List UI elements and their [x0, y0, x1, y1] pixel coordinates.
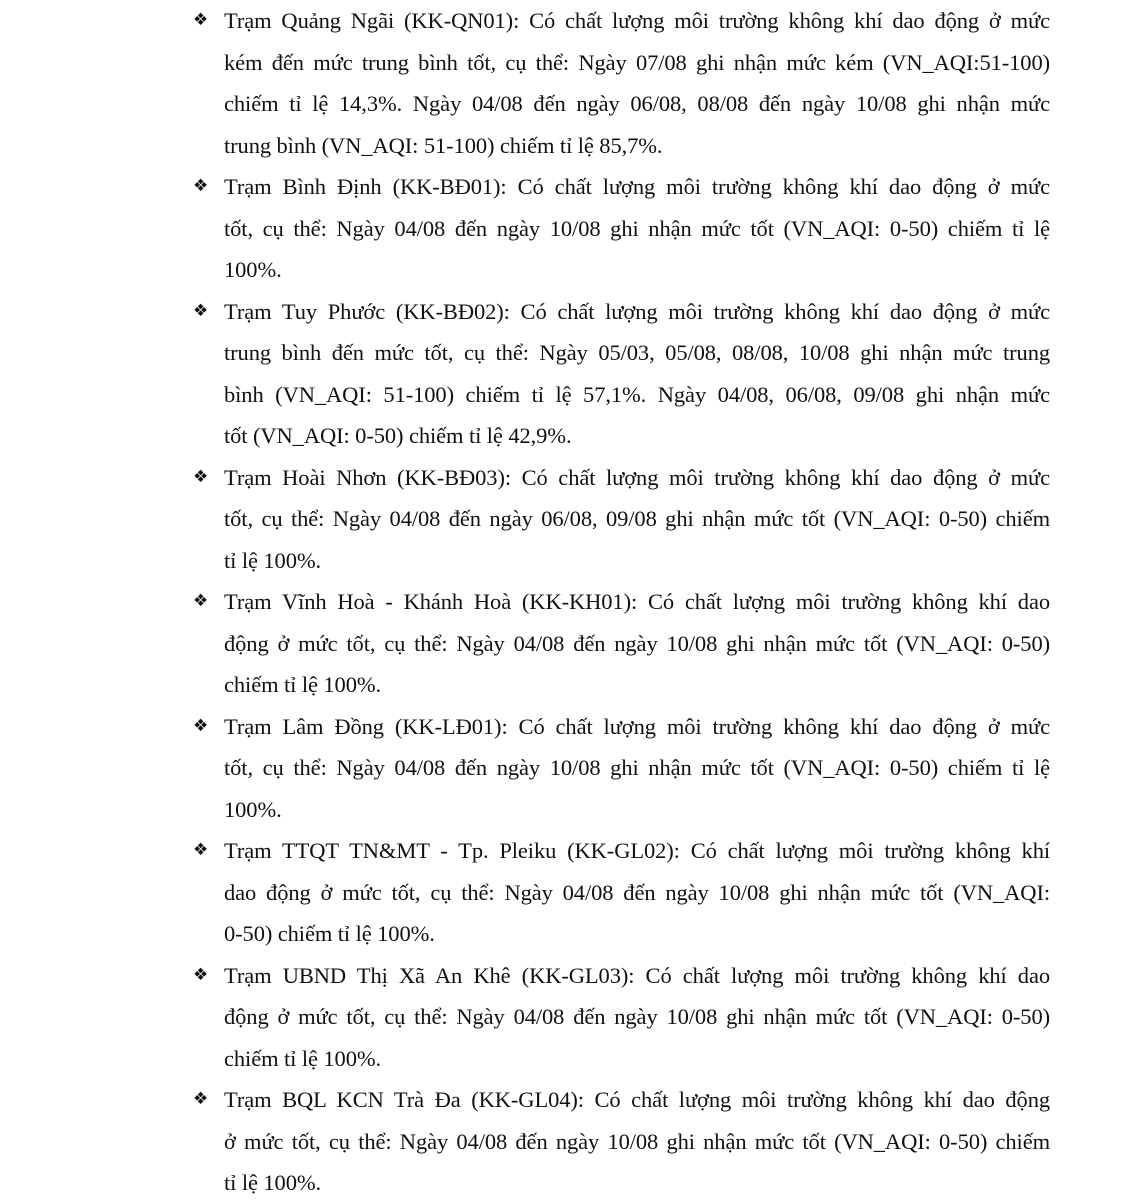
station-list-item: [193, 166, 1053, 291]
station-list-item: [193, 457, 1053, 582]
station-list-item: [193, 581, 1053, 706]
station-list-item: [193, 1079, 1053, 1204]
four-diamond-bullet-icon: ❖: [193, 466, 209, 487]
station-list-item: [193, 955, 1053, 1080]
station-heading-line: Trạm UBND Thị Xã An Khê (KK-GL03): Có chất lượng môi trường không khí dao: [224, 962, 1050, 988]
station-text-line: kém đến mức trung bình tốt, cụ thể: Ngày 07/08 ghi nhận mức kém (VN_AQI:51-100): [224, 49, 1050, 75]
station-text-line: động ở mức tốt, cụ thể: Ngày 04/08 đến ngày 10/08 ghi nhận mức tốt (VN_AQI: 0-50): [224, 1004, 1050, 1029]
station-text-line: 100%.: [224, 796, 282, 822]
four-diamond-bullet-icon: ❖: [193, 591, 209, 611]
four-diamond-bullet-icon: ❖: [193, 715, 209, 736]
four-diamond-bullet-icon: ❖: [193, 1089, 209, 1109]
four-diamond-bullet-icon: ❖: [193, 300, 209, 321]
station-text-line: chiếm tỉ lệ 100%.: [224, 1045, 382, 1071]
station-list-item: [193, 0, 1053, 166]
four-diamond-bullet-icon: ❖: [193, 176, 209, 196]
station-text-line: dao động ở mức tốt, cụ thể: Ngày 04/08 đến ngày 10/08 ghi nhận mức tốt (VN_AQI:: [224, 879, 1050, 905]
station-text-line: tốt, cụ thể: Ngày 04/08 đến ngày 06/08, 09/08 ghi nhận mức tốt (VN_AQI: 0-50) chiếm: [224, 506, 1050, 531]
station-heading-line: Trạm Tuy Phước (KK-BĐ02): Có chất lượng môi trường không khí dao động ở mức: [224, 298, 1050, 324]
station-list-item: [193, 291, 1053, 457]
station-text-line: tốt, cụ thể: Ngày 04/08 đến ngày 10/08 ghi nhận mức tốt (VN_AQI: 0-50) chiếm tỉ lệ: [224, 215, 1050, 241]
station-text-line: chiếm tỉ lệ 100%.: [224, 672, 382, 697]
four-diamond-bullet-icon: ❖: [193, 964, 209, 985]
station-heading-line: Trạm Hoài Nhơn (KK-BĐ03): Có chất lượng môi trường không khí dao động ở mức: [224, 464, 1050, 490]
station-heading-line: Trạm Bình Định (KK-BĐ01): Có chất lượng môi trường không khí dao động ở mức: [224, 174, 1050, 199]
station-heading-line: Trạm TTQT TN&MT - Tp. Pleiku (KK-GL02): Có chất lượng môi trường không khí: [224, 838, 1050, 863]
four-diamond-bullet-icon: ❖: [193, 10, 209, 30]
station-text-line: bình (VN_AQI: 51-100) chiếm tỉ lệ 57,1%. Ngày 04/08, 06/08, 09/08 ghi nhận mức: [224, 381, 1050, 407]
station-list-item: [193, 706, 1053, 831]
station-heading-line: Trạm Lâm Đồng (KK-LĐ01): Có chất lượng môi trường không khí dao động ở mức: [224, 713, 1050, 739]
station-heading-line: Trạm BQL KCN Trà Đa (KK-GL04): Có chất lượng môi trường không khí dao động: [224, 1087, 1050, 1112]
station-text-line: tỉ lệ 100%.: [224, 1170, 322, 1195]
station-text-line: tốt, cụ thể: Ngày 04/08 đến ngày 10/08 ghi nhận mức tốt (VN_AQI: 0-50) chiếm tỉ lệ: [224, 755, 1050, 780]
station-text-line: trung bình đến mức tốt, cụ thể: Ngày 05/03, 05/08, 08/08, 10/08 ghi nhận mức trung: [224, 340, 1050, 365]
station-heading-line: Trạm Vĩnh Hoà - Khánh Hoà (KK-KH01): Có chất lượng môi trường không khí dao: [224, 589, 1050, 614]
station-heading-line: Trạm Quảng Ngãi (KK-QN01): Có chất lượng môi trường không khí dao động ở mức: [224, 8, 1050, 33]
station-text-line: động ở mức tốt, cụ thể: Ngày 04/08 đến ngày 10/08 ghi nhận mức tốt (VN_AQI: 0-50): [224, 630, 1050, 656]
station-air-quality-list: [193, 0, 1053, 1204]
station-text-line: 100%.: [224, 257, 282, 282]
four-diamond-bullet-icon: ❖: [193, 840, 209, 860]
station-text-line: ở mức tốt, cụ thể: Ngày 04/08 đến ngày 10/08 ghi nhận mức tốt (VN_AQI: 0-50) chiếm: [224, 1128, 1050, 1154]
station-text-line: trung bình (VN_AQI: 51-100) chiếm tỉ lệ 85,7%.: [224, 132, 663, 158]
station-text-line: 0-50) chiếm tỉ lệ 100%.: [224, 921, 435, 946]
station-text-line: chiếm tỉ lệ 14,3%. Ngày 04/08 đến ngày 06/08, 08/08 đến ngày 10/08 ghi nhận mức: [224, 91, 1050, 116]
station-text-line: tốt (VN_AQI: 0-50) chiếm tỉ lệ 42,9%.: [224, 423, 572, 448]
station-list-item: [193, 830, 1053, 955]
station-text-line: tỉ lệ 100%.: [224, 547, 322, 573]
